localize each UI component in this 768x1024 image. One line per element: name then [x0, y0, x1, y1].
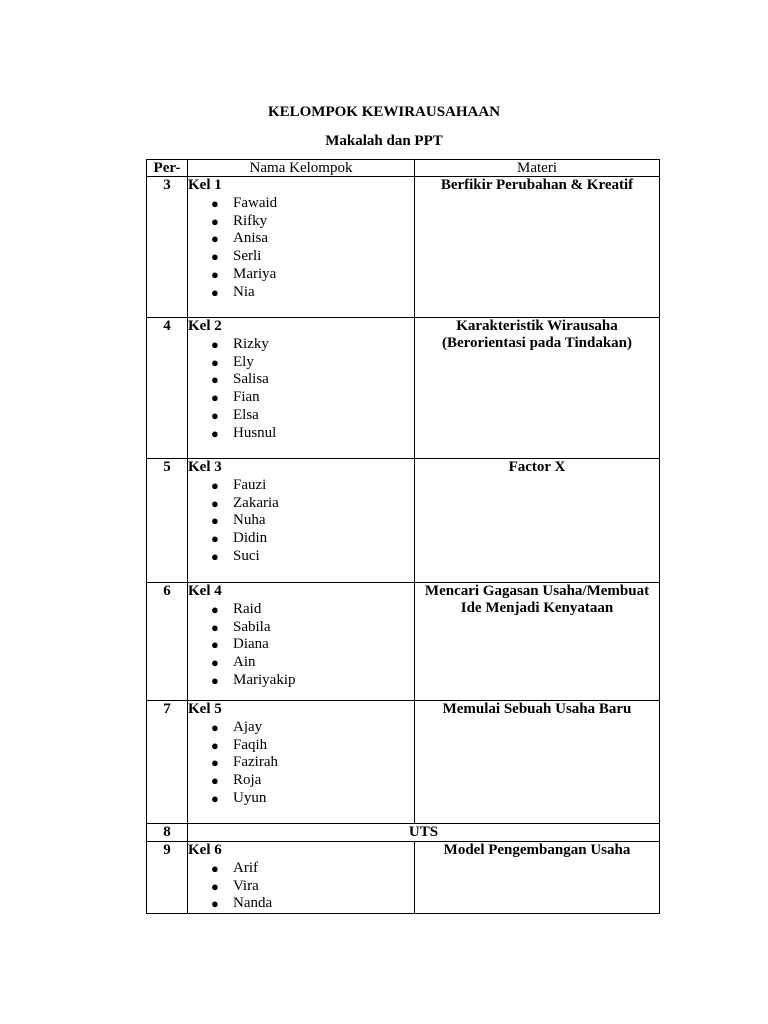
list-item — [188, 548, 414, 566]
per-cell: 3 — [147, 177, 188, 318]
list-item — [188, 636, 414, 654]
list-item — [188, 878, 414, 896]
page-subtitle: Makalah dan PPT — [325, 133, 443, 149]
bullet-icon: ● — [211, 513, 219, 529]
bullet-icon: ● — [211, 619, 219, 635]
bullet-icon: ● — [211, 790, 219, 806]
list-item — [188, 477, 414, 495]
materi-cell: Factor X — [415, 459, 660, 583]
per-cell: 7 — [147, 701, 188, 824]
materi-cell: Karakteristik Wirausaha (Berorientasi pada Tindakan) — [415, 318, 660, 459]
bullet-icon: ● — [211, 495, 219, 511]
bullet-icon: ● — [211, 531, 219, 547]
per-cell: 8 — [147, 824, 188, 842]
list-item — [188, 737, 414, 755]
member-name: Elsa — [233, 406, 259, 423]
member-name: Serli — [233, 248, 262, 265]
member-name: Arif — [233, 859, 258, 876]
bullet-icon: ● — [211, 896, 219, 912]
materi-cell: Berfikir Perubahan & Kreatif — [415, 177, 660, 318]
group-name: Kel 3 — [188, 459, 222, 475]
member-name: Zakaria — [233, 494, 279, 511]
list-item — [188, 754, 414, 772]
bullet-icon: ● — [211, 195, 219, 211]
member-name: Fauzi — [233, 476, 267, 493]
list-item — [188, 266, 414, 284]
group-cell — [188, 701, 415, 824]
group-name: Kel 5 — [188, 701, 222, 717]
bullet-icon: ● — [211, 637, 219, 653]
bullet-icon: ● — [211, 672, 219, 688]
bullet-icon: ● — [211, 390, 219, 406]
member-name: Rizky — [233, 335, 269, 352]
table-row — [147, 842, 660, 914]
member-name: Uyun — [233, 789, 267, 806]
list-item — [188, 195, 414, 213]
bullet-icon: ● — [211, 878, 219, 894]
materi-cell: Model Pengembangan Usaha — [415, 842, 660, 914]
list-item — [188, 425, 414, 443]
list-item — [188, 354, 414, 372]
group-name: Kel 1 — [188, 177, 222, 193]
member-name: Husnul — [233, 424, 277, 441]
table-body — [147, 177, 660, 914]
group-name: Kel 2 — [188, 318, 222, 334]
member-list — [188, 601, 414, 690]
bullet-icon: ● — [211, 407, 219, 423]
list-item — [188, 407, 414, 425]
list-item — [188, 601, 414, 619]
list-item — [188, 512, 414, 530]
table-header-row — [147, 160, 660, 177]
header-materi: Materi — [415, 160, 660, 177]
list-item — [188, 284, 414, 302]
per-cell: 5 — [147, 459, 188, 583]
member-list — [188, 860, 414, 913]
bullet-icon: ● — [211, 548, 219, 564]
list-item — [188, 672, 414, 690]
bullet-icon: ● — [211, 773, 219, 789]
header-nama-kelompok: Nama Kelompok — [188, 160, 415, 177]
per-cell: 6 — [147, 583, 188, 701]
member-name: Fazirah — [233, 754, 278, 771]
bullet-icon: ● — [211, 372, 219, 388]
member-name: Roja — [233, 772, 262, 789]
bullet-icon: ● — [211, 755, 219, 771]
group-cell — [188, 842, 415, 914]
uts-cell: UTS — [188, 824, 660, 842]
member-name: Vira — [233, 877, 259, 894]
page-title: KELOMPOK KEWIRAUSAHAAN — [267, 104, 501, 120]
materi-cell: Mencari Gagasan Usaha/Membuat Ide Menjadi Kenyataan — [415, 583, 660, 701]
table-row — [147, 701, 660, 824]
list-item — [188, 371, 414, 389]
list-item — [188, 230, 414, 248]
member-name: Fawaid — [233, 194, 278, 211]
member-name: Ajay — [233, 718, 263, 735]
bullet-icon: ● — [211, 336, 219, 352]
per-cell: 9 — [147, 842, 188, 914]
bullet-icon: ● — [211, 655, 219, 671]
list-item — [188, 654, 414, 672]
member-name: Diana — [233, 636, 269, 653]
bullet-icon: ● — [211, 719, 219, 735]
member-name: Fian — [233, 389, 260, 406]
table-row — [147, 318, 660, 459]
group-schedule-table — [146, 159, 660, 914]
table-row — [147, 824, 660, 842]
bullet-icon: ● — [211, 425, 219, 441]
member-list — [188, 477, 414, 566]
group-cell — [188, 177, 415, 318]
member-name: Faqih — [233, 736, 268, 753]
list-item — [188, 719, 414, 737]
member-name: Suci — [233, 547, 260, 564]
group-name: Kel 4 — [188, 583, 222, 599]
member-name: Ain — [233, 654, 256, 671]
list-item — [188, 213, 414, 231]
bullet-icon: ● — [211, 737, 219, 753]
table-row — [147, 583, 660, 701]
member-name: Mariya — [233, 265, 277, 282]
header-per: Per- — [147, 160, 188, 177]
member-name: Raid — [233, 600, 262, 617]
list-item — [188, 336, 414, 354]
member-name: Mariyakip — [233, 671, 296, 688]
member-name: Nuha — [233, 512, 266, 529]
member-name: Didin — [233, 530, 268, 547]
bullet-icon: ● — [211, 601, 219, 617]
bullet-icon: ● — [211, 354, 219, 370]
member-list — [188, 719, 414, 808]
member-name: Rifky — [233, 212, 268, 229]
list-item — [188, 530, 414, 548]
group-cell — [188, 583, 415, 701]
list-item — [188, 248, 414, 266]
member-name: Sabila — [233, 618, 271, 635]
bullet-icon: ● — [211, 266, 219, 282]
materi-cell: Memulai Sebuah Usaha Baru — [415, 701, 660, 824]
per-cell: 4 — [147, 318, 188, 459]
member-name: Ely — [233, 353, 254, 370]
member-name: Anisa — [233, 230, 268, 247]
member-name: Salisa — [233, 371, 269, 388]
bullet-icon: ● — [211, 284, 219, 300]
list-item — [188, 495, 414, 513]
group-name: Kel 6 — [188, 842, 222, 858]
bullet-icon: ● — [211, 213, 219, 229]
member-name: Nia — [233, 283, 255, 300]
table-row — [147, 459, 660, 583]
list-item — [188, 860, 414, 878]
bullet-icon: ● — [211, 860, 219, 876]
list-item — [188, 790, 414, 808]
list-item — [188, 619, 414, 637]
bullet-icon: ● — [211, 477, 219, 493]
list-item — [188, 389, 414, 407]
list-item — [188, 895, 414, 913]
group-cell — [188, 318, 415, 459]
group-cell — [188, 459, 415, 583]
bullet-icon: ● — [211, 231, 219, 247]
member-list — [188, 336, 414, 443]
member-name: Nanda — [233, 895, 273, 912]
bullet-icon: ● — [211, 249, 219, 265]
table-row — [147, 177, 660, 318]
member-list — [188, 195, 414, 302]
list-item — [188, 772, 414, 790]
